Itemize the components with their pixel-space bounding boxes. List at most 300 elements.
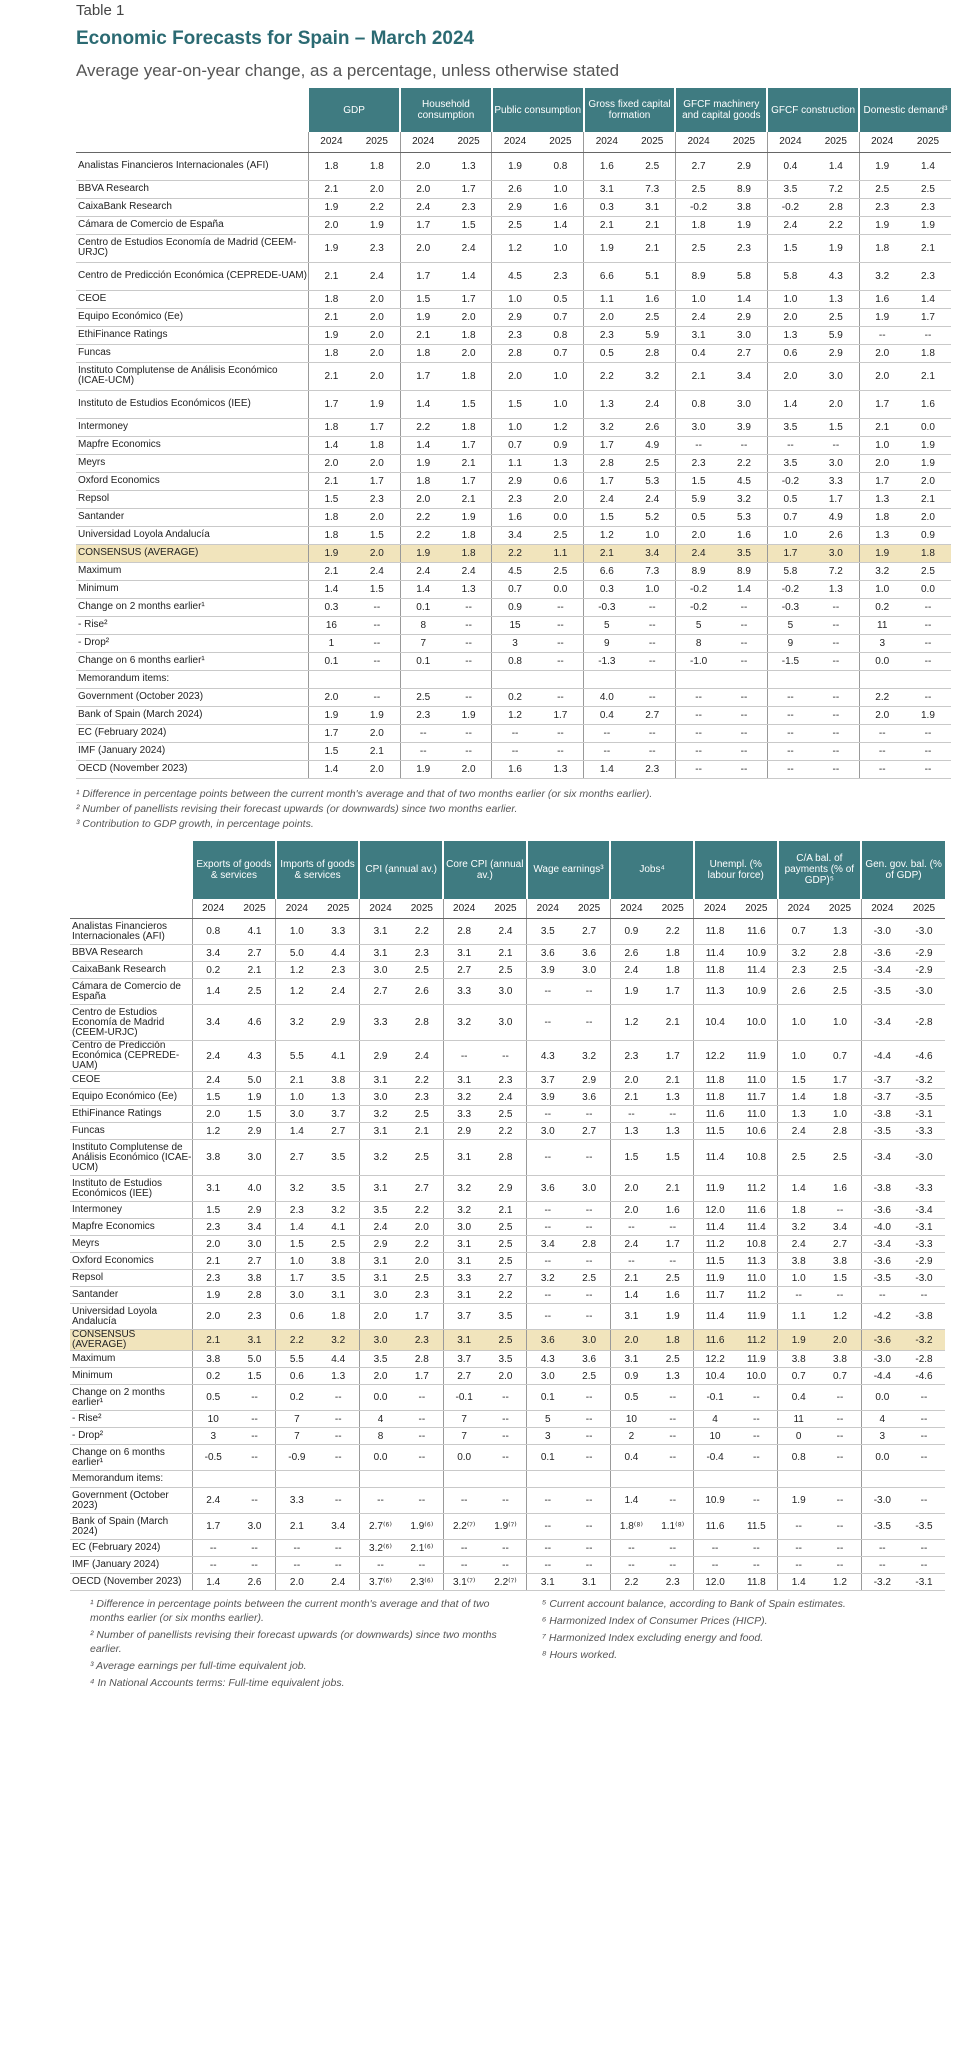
row-label: Bank of Spain (March 2024): [76, 706, 308, 724]
value-cell: 3.2: [721, 490, 767, 508]
value-cell: 11.8: [694, 1089, 736, 1106]
value-cell: -2.9: [903, 1253, 945, 1270]
value-cell: 0.5: [538, 290, 584, 308]
value-cell: 1.1: [538, 544, 584, 562]
value-cell: -4.0: [861, 1219, 903, 1236]
row-label: Intermoney: [70, 1202, 192, 1219]
table-row: [76, 234, 951, 262]
value-cell: 1.9: [234, 1089, 276, 1106]
value-cell: 3.5: [721, 544, 767, 562]
value-cell: 3.3: [443, 1270, 485, 1287]
value-cell: 3.2: [443, 1176, 485, 1202]
value-cell: 1.9: [400, 544, 446, 562]
value-cell: 3.9: [721, 418, 767, 436]
value-cell: 2.3: [905, 198, 951, 216]
value-cell: 2.1: [446, 454, 492, 472]
value-cell: 5: [527, 1411, 569, 1428]
value-cell: 2.5: [652, 1351, 694, 1368]
value-cell: 1.8: [675, 216, 721, 234]
value-cell: 2.5: [234, 979, 276, 1005]
value-cell: 2.1: [308, 180, 354, 198]
value-cell: --: [234, 1488, 276, 1514]
row-label: Equipo Económico (Ee): [76, 308, 308, 326]
value-cell: 2.7: [675, 152, 721, 180]
value-cell: 1.8: [308, 152, 354, 180]
value-cell: 1.9: [859, 544, 905, 562]
value-cell: --: [610, 1219, 652, 1236]
value-cell: 2.3: [401, 1330, 443, 1351]
value-cell: --: [721, 652, 767, 670]
value-cell: 11.3: [736, 1253, 778, 1270]
value-cell: 0.2: [192, 962, 234, 979]
value-cell: --: [538, 634, 584, 652]
value-cell: --: [354, 616, 400, 634]
table-row: [70, 1202, 945, 1219]
value-cell: 2.2: [401, 1072, 443, 1089]
row-label: Equipo Económico (Ee): [70, 1089, 192, 1106]
table-number: Table 1: [76, 2, 125, 19]
value-cell: 3.1: [610, 1351, 652, 1368]
value-cell: --: [446, 634, 492, 652]
value-cell: 2.1: [610, 1089, 652, 1106]
value-cell: 2.3: [401, 1089, 443, 1106]
value-cell: 3.0: [443, 1219, 485, 1236]
value-cell: 3.1: [234, 1330, 276, 1351]
value-cell: 1.8: [652, 962, 694, 979]
value-cell: 3.2: [276, 1176, 318, 1202]
row-label: Cámara de Comercio de España: [70, 979, 192, 1005]
table-2-notes-right: [542, 1597, 912, 1693]
row-label: Funcas: [70, 1123, 192, 1140]
value-cell: 0.5: [675, 508, 721, 526]
footnote: ⁸ Hours worked.: [542, 1649, 618, 1661]
value-cell: [861, 1471, 903, 1488]
value-cell: [675, 670, 721, 688]
value-cell: --: [446, 688, 492, 706]
value-cell: 1.0: [276, 1253, 318, 1270]
value-cell: 0.5: [584, 344, 630, 362]
value-cell: --: [905, 616, 951, 634]
value-cell: 0.7: [538, 308, 584, 326]
row-label: CaixaBank Research: [76, 198, 308, 216]
value-cell: 2.4: [485, 919, 527, 945]
row-label: Funcas: [76, 344, 308, 362]
value-cell: 1.9: [610, 979, 652, 1005]
value-cell: 5.0: [234, 1072, 276, 1089]
value-cell: 3.6: [568, 945, 610, 962]
value-cell: 1.8: [905, 544, 951, 562]
value-cell: -2.8: [903, 1351, 945, 1368]
table-row: [76, 544, 951, 562]
value-cell: --: [527, 1304, 569, 1330]
value-cell: 10.4: [694, 1005, 736, 1041]
value-cell: 3.1: [443, 1072, 485, 1089]
value-cell: 0.4: [584, 706, 630, 724]
value-cell: 2.0: [354, 508, 400, 526]
value-cell: 4: [359, 1411, 401, 1428]
value-cell: 1.5: [192, 1089, 234, 1106]
value-cell: 2.4: [192, 1041, 234, 1072]
value-cell: 5.5: [276, 1041, 318, 1072]
value-cell: 3.1: [443, 945, 485, 962]
value-cell: 1.8: [308, 508, 354, 526]
value-cell: 0.0: [359, 1445, 401, 1471]
value-cell: 2.9: [359, 1236, 401, 1253]
value-cell: 3.1: [443, 1236, 485, 1253]
value-cell: --: [276, 1557, 318, 1574]
value-cell: 1.0: [778, 1041, 820, 1072]
year-header: 2025: [819, 899, 861, 919]
row-label: Centro de Predicción Económica (CEPREDE-UAM): [76, 262, 308, 290]
year-header: 2025: [485, 899, 527, 919]
row-label: Instituto de Estudios Económicos (IEE): [76, 390, 308, 418]
value-cell: 3.1: [318, 1287, 360, 1304]
value-cell: 1.9: [354, 706, 400, 724]
table-row: [76, 436, 951, 454]
row-label: IMF (January 2024): [76, 742, 308, 760]
value-cell: -1.3: [584, 652, 630, 670]
value-cell: --: [721, 634, 767, 652]
value-cell: -3.1: [903, 1106, 945, 1123]
value-cell: 3: [859, 634, 905, 652]
table-row: [70, 1236, 945, 1253]
value-cell: 5.1: [630, 262, 676, 290]
table-row: [70, 962, 945, 979]
value-cell: --: [813, 616, 859, 634]
value-cell: -3.1: [903, 1574, 945, 1591]
value-cell: 3.0: [675, 418, 721, 436]
value-cell: 7: [276, 1428, 318, 1445]
value-cell: 1.8: [446, 544, 492, 562]
value-cell: 2.0: [400, 490, 446, 508]
column-group-header: Gross fixed capital formation: [584, 88, 676, 132]
value-cell: 0.5: [192, 1385, 234, 1411]
value-cell: 2.4: [318, 1574, 360, 1591]
value-cell: 11.6: [694, 1514, 736, 1540]
value-cell: 2.6: [813, 526, 859, 544]
year-header: 2024: [584, 132, 630, 152]
value-cell: 2.5: [652, 1270, 694, 1287]
value-cell: 1.2: [492, 234, 538, 262]
value-cell: [819, 1471, 861, 1488]
value-cell: 1.0: [276, 919, 318, 945]
value-cell: 3.6: [527, 1176, 569, 1202]
footnote: ¹ Difference in percentage points between the current month's average and that of two months earlier (or six months earlier).: [90, 1598, 490, 1624]
value-cell: --: [485, 1445, 527, 1471]
value-cell: 1.9: [354, 390, 400, 418]
value-cell: 1.4: [538, 216, 584, 234]
row-label: Instituto de Estudios Económicos (IEE): [70, 1176, 192, 1202]
value-cell: 2.5: [401, 962, 443, 979]
value-cell: 5.0: [276, 945, 318, 962]
value-cell: 1.5: [234, 1106, 276, 1123]
row-label: Change on 6 months earlier¹: [76, 652, 308, 670]
value-cell: 3.4: [492, 526, 538, 544]
value-cell: 1.6: [630, 290, 676, 308]
value-cell: 0.3: [584, 198, 630, 216]
value-cell: --: [675, 436, 721, 454]
value-cell: 1.2: [819, 1304, 861, 1330]
value-cell: 11.4: [694, 945, 736, 962]
value-cell: --: [527, 1557, 569, 1574]
value-cell: 1.0: [492, 418, 538, 436]
value-cell: 0.2: [276, 1385, 318, 1411]
value-cell: 1.8: [905, 344, 951, 362]
value-cell: 0.7: [492, 436, 538, 454]
value-cell: 2.1: [652, 1176, 694, 1202]
value-cell: --: [538, 616, 584, 634]
value-cell: 2.4: [400, 198, 446, 216]
row-label: CONSENSUS (AVERAGE): [70, 1330, 192, 1351]
value-cell: 1.7: [446, 180, 492, 198]
value-cell: 1.7: [400, 262, 446, 290]
value-cell: 3.6: [568, 1089, 610, 1106]
value-cell: 5.8: [721, 262, 767, 290]
row-label: - Rise²: [76, 616, 308, 634]
value-cell: --: [778, 1287, 820, 1304]
value-cell: 7.2: [813, 180, 859, 198]
value-cell: --: [861, 1287, 903, 1304]
value-cell: 1.8: [354, 436, 400, 454]
table-row: [76, 362, 951, 390]
value-cell: 3.2: [859, 562, 905, 580]
value-cell: 3.1: [192, 1176, 234, 1202]
value-cell: 2.5: [630, 454, 676, 472]
value-cell: --: [401, 1428, 443, 1445]
value-cell: --: [736, 1488, 778, 1514]
table-row: [76, 472, 951, 490]
value-cell: 3.2: [778, 1219, 820, 1236]
value-cell: 2.2: [859, 688, 905, 706]
value-cell: --: [652, 1445, 694, 1471]
row-label: OECD (November 2023): [76, 760, 308, 778]
value-cell: 0.1: [400, 652, 446, 670]
value-cell: 4: [694, 1411, 736, 1428]
column-group-header: C/A bal. of payments (% of GDP)⁵: [778, 841, 862, 899]
value-cell: 2.9: [721, 152, 767, 180]
value-cell: --: [318, 1385, 360, 1411]
value-cell: 1.5: [492, 390, 538, 418]
row-label: EthiFinance Ratings: [70, 1106, 192, 1123]
value-cell: 2.9: [492, 198, 538, 216]
value-cell: --: [568, 1304, 610, 1330]
value-cell: --: [736, 1385, 778, 1411]
table-row: [76, 454, 951, 472]
value-cell: 2.0: [192, 1304, 234, 1330]
value-cell: 10.0: [736, 1005, 778, 1041]
value-cell: 3.5: [359, 1351, 401, 1368]
value-cell: 3.4: [192, 1005, 234, 1041]
value-cell: 0.7: [819, 1041, 861, 1072]
value-cell: 2.2: [584, 362, 630, 390]
table-row: [76, 562, 951, 580]
value-cell: 0.9: [610, 919, 652, 945]
value-cell: 2.5: [568, 1368, 610, 1385]
value-cell: 1.5: [819, 1270, 861, 1287]
value-cell: --: [630, 688, 676, 706]
row-label: Intermoney: [76, 418, 308, 436]
value-cell: --: [652, 1253, 694, 1270]
table-row: [76, 390, 951, 418]
value-cell: -3.3: [903, 1176, 945, 1202]
value-cell: 2.6: [401, 979, 443, 1005]
value-cell: 8: [359, 1428, 401, 1445]
value-cell: 10.9: [736, 945, 778, 962]
value-cell: -1.0: [675, 652, 721, 670]
value-cell: --: [905, 652, 951, 670]
value-cell: 2.5: [485, 1106, 527, 1123]
value-cell: [721, 670, 767, 688]
value-cell: 3.8: [318, 1253, 360, 1270]
value-cell: 2.7: [359, 979, 401, 1005]
value-cell: 1.8: [308, 418, 354, 436]
value-cell: --: [861, 1557, 903, 1574]
value-cell: -3.5: [903, 1514, 945, 1540]
value-cell: 11.2: [736, 1287, 778, 1304]
value-cell: 11.7: [694, 1287, 736, 1304]
value-cell: 1.1: [584, 290, 630, 308]
year-header: 2025: [446, 132, 492, 152]
value-cell: --: [813, 436, 859, 454]
value-cell: -3.0: [861, 919, 903, 945]
value-cell: 1.8: [778, 1202, 820, 1219]
value-cell: 2.9: [234, 1202, 276, 1219]
value-cell: --: [318, 1540, 360, 1557]
year-header: 2024: [443, 899, 485, 919]
value-cell: 2.4: [446, 234, 492, 262]
value-cell: 2.1: [905, 490, 951, 508]
year-header: 2024: [778, 899, 820, 919]
value-cell: 5.9: [630, 326, 676, 344]
value-cell: 1.5: [276, 1236, 318, 1253]
value-cell: 2.2: [400, 508, 446, 526]
table-row: [70, 1540, 945, 1557]
value-cell: --: [903, 1540, 945, 1557]
value-cell: 2.1: [652, 1072, 694, 1089]
value-cell: 2.1: [610, 1270, 652, 1287]
value-cell: --: [401, 1385, 443, 1411]
value-cell: --: [694, 1540, 736, 1557]
value-cell: 2: [610, 1428, 652, 1445]
value-cell: 2.4: [354, 262, 400, 290]
value-cell: 4.5: [492, 262, 538, 290]
value-cell: 1.7: [859, 472, 905, 490]
value-cell: 2.0: [859, 706, 905, 724]
value-cell: --: [859, 326, 905, 344]
value-cell: 2.9: [813, 344, 859, 362]
value-cell: 4.5: [721, 472, 767, 490]
value-cell: 1.0: [767, 526, 813, 544]
value-cell: 2.0: [610, 1176, 652, 1202]
value-cell: 1.7: [400, 216, 446, 234]
value-cell: 11.9: [736, 1351, 778, 1368]
value-cell: 0.2: [192, 1368, 234, 1385]
value-cell: 2.9: [443, 1123, 485, 1140]
year-header: 2024: [675, 132, 721, 152]
value-cell: 2.0: [354, 308, 400, 326]
footnote: ² Number of panellists revising their forecast upwards (or downwards) since two months earlier.: [76, 802, 518, 815]
year-header: 2025: [318, 899, 360, 919]
value-cell: 1.2: [584, 526, 630, 544]
value-cell: [234, 1471, 276, 1488]
value-cell: 1.0: [859, 580, 905, 598]
value-cell: 1.5: [652, 1140, 694, 1176]
value-cell: 1.5: [767, 234, 813, 262]
column-group-header: Wage earnings³: [527, 841, 611, 899]
value-cell: 0.8: [675, 390, 721, 418]
value-cell: 2.0: [400, 234, 446, 262]
value-cell: 1.0: [819, 1005, 861, 1041]
value-cell: -2.8: [903, 1005, 945, 1041]
value-cell: 2.3: [538, 262, 584, 290]
value-cell: -4.4: [861, 1041, 903, 1072]
value-cell: 0.4: [767, 152, 813, 180]
value-cell: 1.8: [400, 472, 446, 490]
value-cell: --: [446, 598, 492, 616]
value-cell: 11.8: [694, 962, 736, 979]
value-cell: --: [538, 724, 584, 742]
value-cell: [401, 1471, 443, 1488]
value-cell: [446, 670, 492, 688]
value-cell: 3.7: [443, 1304, 485, 1330]
value-cell: 1.4: [584, 760, 630, 778]
value-cell: -0.2: [675, 580, 721, 598]
value-cell: 11.5: [694, 1123, 736, 1140]
value-cell: [276, 1471, 318, 1488]
row-label: Meyrs: [70, 1236, 192, 1253]
value-cell: --: [359, 1557, 401, 1574]
value-cell: -3.6: [861, 1202, 903, 1219]
value-cell: 3.3: [443, 1106, 485, 1123]
value-cell: 1.0: [859, 436, 905, 454]
value-cell: 1.8: [652, 945, 694, 962]
value-cell: 2.1: [192, 1330, 234, 1351]
value-cell: -3.0: [903, 979, 945, 1005]
value-cell: 2.0: [354, 454, 400, 472]
value-cell: 2.5: [538, 526, 584, 544]
value-cell: 1.6: [721, 526, 767, 544]
value-cell: 2.8: [401, 1351, 443, 1368]
value-cell: 10: [192, 1411, 234, 1428]
value-cell: 3.4: [192, 945, 234, 962]
value-cell: 10.9: [694, 1488, 736, 1514]
value-cell: 3.3: [813, 472, 859, 490]
value-cell: 3.7: [443, 1351, 485, 1368]
value-cell: 1.0: [630, 580, 676, 598]
table-row: [76, 326, 951, 344]
value-cell: --: [443, 1540, 485, 1557]
value-cell: 10.6: [736, 1123, 778, 1140]
value-cell: 2.1: [584, 216, 630, 234]
value-cell: 2.5: [630, 152, 676, 180]
value-cell: 1.9: [905, 436, 951, 454]
value-cell: 1.1: [492, 454, 538, 472]
table-row: [76, 688, 951, 706]
row-label: Government (October 2023): [76, 688, 308, 706]
forecast-table-1: [76, 88, 951, 779]
value-cell: 2.9: [721, 308, 767, 326]
value-cell: 2.2: [610, 1574, 652, 1591]
value-cell: --: [819, 1445, 861, 1471]
value-cell: 3.5: [318, 1140, 360, 1176]
value-cell: 3.9: [527, 1089, 569, 1106]
page: [0, 2, 969, 1693]
value-cell: -3.8: [861, 1176, 903, 1202]
value-cell: --: [819, 1514, 861, 1540]
value-cell: 0.2: [859, 598, 905, 616]
value-cell: 2.3: [584, 326, 630, 344]
value-cell: 3.1: [610, 1304, 652, 1330]
